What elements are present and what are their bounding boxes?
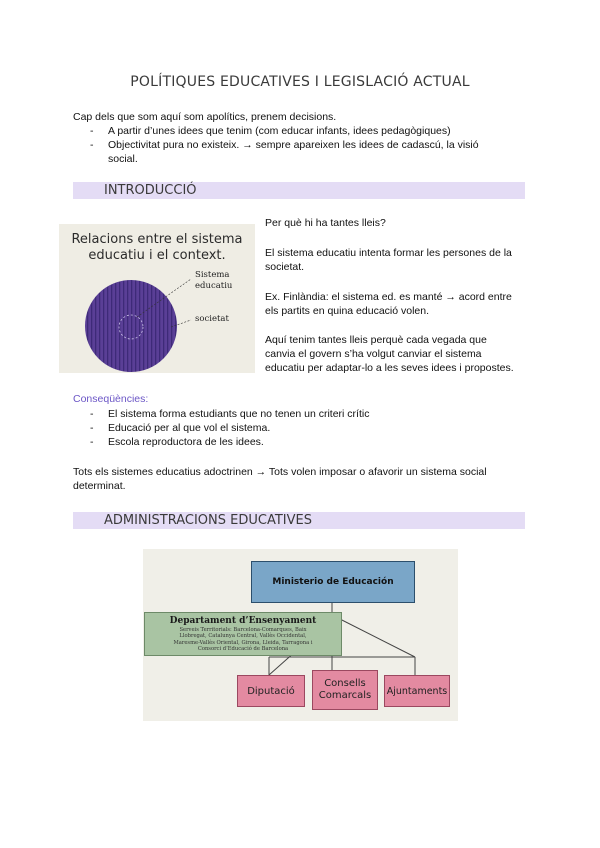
bullet-text: Escola reproductora de les idees. <box>108 436 264 448</box>
line: Comarcals <box>318 690 372 701</box>
line: Tots els sistemes educatius adoctrinen → Tots volen imposar o afavorir un sistema social <box>73 466 487 478</box>
consequences-heading: Conseqüències: <box>73 393 149 405</box>
paragraph <box>265 333 535 375</box>
line: Consorci d’Educació de Barcelona <box>197 645 289 652</box>
section-heading-administracions <box>73 512 525 529</box>
section-heading-introduccio <box>73 182 525 199</box>
diputacio-box: Diputació <box>237 675 305 707</box>
society-circle <box>85 280 177 372</box>
line: El sistema educatiu intenta formar les persones de la <box>265 247 512 259</box>
figure-title-line: educatiu i el context. <box>88 248 226 263</box>
departament-subtitle <box>149 627 337 653</box>
paragraph <box>265 290 535 318</box>
bullet-text: social. <box>108 153 138 165</box>
bullet-dash: - <box>90 408 94 420</box>
page-title: POLÍTIQUES EDUCATIVES I LEGISLACIÓ ACTUAL <box>130 74 470 90</box>
label-societat: societat <box>195 314 229 324</box>
bullet-text: Educació per al que vol el sistema. <box>108 422 271 434</box>
departament-title: Departament d’Ensenyament <box>169 615 317 626</box>
label-line: Sistema <box>195 270 230 280</box>
departament-box <box>144 612 342 656</box>
line: els partits en quina educació volen. <box>265 305 430 317</box>
bullet-dash: - <box>90 436 94 448</box>
line: Consells <box>324 678 366 689</box>
bullet-text: El sistema forma estudiants que no tenen un criteri crític <box>108 408 370 420</box>
line: canvia el govern s’ha volgut canviar el sistema <box>265 348 482 360</box>
line: Ex. Finlàndia: el sistema ed. es manté → acord entre <box>265 291 512 303</box>
system-circles-illustration <box>59 224 255 373</box>
figure-system-context <box>59 224 255 373</box>
org-chart-figure <box>143 549 458 721</box>
line: Aquí tenim tantes lleis perquè cada vegada que <box>265 334 487 346</box>
line: societat. <box>265 261 305 273</box>
line: educatiu per adaptar-lo a les seves idees i propostes. <box>265 362 514 374</box>
line: determinat. <box>73 480 126 492</box>
ministerio-box: Ministerio de Educación <box>251 561 415 603</box>
bullet-text: A partir d’unes idees que tenim (com educar infants, idees pedagògiques) <box>108 125 451 137</box>
ajuntaments-box: Ajuntaments <box>384 675 450 707</box>
section-heading-text: INTRODUCCIÓ <box>104 183 197 198</box>
figure-title-line: Relacions entre el sistema <box>71 232 243 247</box>
line: Llobregat, Catalunya Central, Vallès Occidental, <box>179 633 307 640</box>
bullet-text: Objectivitat pura no existeix. → sempre apareixen les idees de cadascú, la visió <box>108 139 479 151</box>
bullet-dash: - <box>90 139 94 151</box>
label-sistema-educatiu <box>195 270 232 292</box>
paragraph <box>265 246 535 274</box>
label-line: educatiu <box>195 281 233 291</box>
question-text: Per què hi ha tantes lleis? <box>265 217 386 229</box>
consells-comarcals-box <box>312 670 378 710</box>
intro-line: Cap dels que som aquí som apolítics, prenem decisions. <box>73 111 337 123</box>
connector-line <box>332 615 415 657</box>
line: Maresme-Vallès Oriental, Girona, Lleida, Tarragona i <box>173 639 313 646</box>
line: Serveis Territorials: Barcelona-Comarques, Baix <box>179 626 307 633</box>
bullet-dash: - <box>90 422 94 434</box>
conclusion-paragraph <box>73 465 543 493</box>
bullet-dash: - <box>90 125 94 137</box>
section-heading-text: ADMINISTRACIONS EDUCATIVES <box>104 513 312 528</box>
